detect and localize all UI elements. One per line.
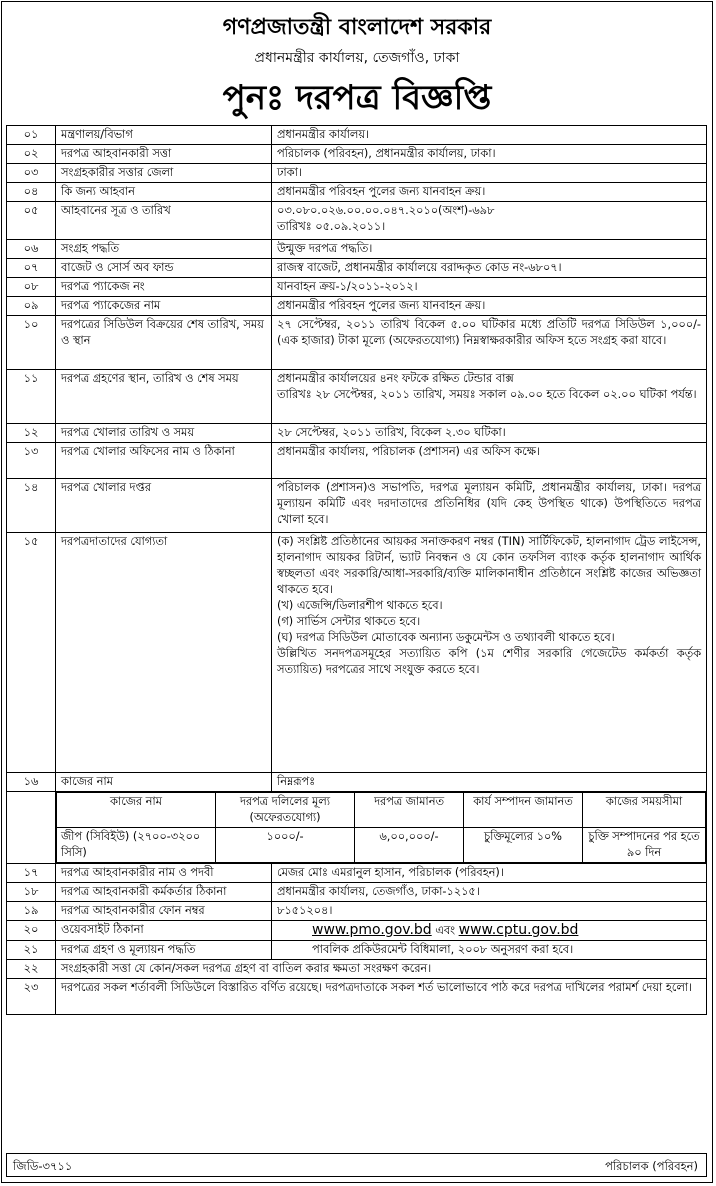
table-row (7, 902, 707, 921)
column-header: কার্য সম্পাদন জামানত (464, 793, 583, 828)
row-label: কাজের নাম (56, 773, 272, 792)
table-row (7, 979, 707, 1015)
row-label: দরপত্র খোলার অফিসের নাম ও ঠিকানা (56, 443, 272, 479)
row-number: ০৬ (7, 240, 56, 259)
signatory: পরিচালক (পরিবহন) (605, 1159, 698, 1173)
table-row (7, 183, 707, 202)
row-value: নিম্নরূপঃ (272, 773, 707, 792)
row-label: দরপত্র খোলার দপ্তর (56, 479, 272, 533)
column-header: দরপত্র দলিলের মূল্য (অফেরতযোগ্য) (216, 793, 355, 828)
row-number: ১২ (7, 424, 56, 443)
table-row (7, 864, 707, 883)
row-value: পাবলিক প্রকিউরমেন্ট বিধিমালা, ২০০৮ অনুসরণ করা হবে। (272, 941, 707, 960)
work-table-header (57, 793, 706, 828)
time-limit-cell: চুক্তি সম্পাদনের পর হতে ৯০ দিন (583, 828, 706, 863)
row-value: উন্মুক্ত দরপত্র পদ্ধতি। (272, 240, 707, 259)
row-number: ০৯ (7, 297, 56, 316)
row-label: দরপত্র আহবানকারীর নাম ও পদবী (56, 864, 272, 883)
row-number: ২০ (7, 921, 56, 941)
row-number: ০৮ (7, 278, 56, 297)
row-number: ০৫ (7, 202, 56, 240)
reference-number: ০৩.০৮০.০২৬.০০.০০.০৪৭.২০১০(অংশ)-৬৯৮ (277, 204, 495, 217)
row-value: মেজর মোঃ এমরানুল হাসান, পরিচালক (পরিবহন)। (272, 864, 707, 883)
row-number: ১৭ (7, 864, 56, 883)
eligibility-item: (ঘ) দরপত্র সিডিউল মোতাবেক অন্যান্য ডকুমেন্টস ও তথ্যাবলী থাকতে হবে। (277, 631, 615, 644)
row-label: আহবানের সূত্র ও তারিখ (56, 202, 272, 240)
row-number: ১১ (7, 370, 56, 424)
row-label: দরপত্র আহবানকারীর ফোন নম্বর (56, 902, 272, 921)
tender-security-cell: ৬,০০,০০০/- (355, 828, 464, 863)
row-number: ১৯ (7, 902, 56, 921)
row-value: পরিচালক (পরিবহন), প্রধানমন্ত্রীর কার্যালয়, ঢাকা। (272, 145, 707, 164)
row-number: ১৪ (7, 479, 56, 533)
eligibility-item: (গ) সার্ভিস সেন্টার থাকতে হবে। (277, 615, 421, 628)
row-label: দরপত্র গ্রহণ ও মূল্যায়ন পদ্ধতি (56, 941, 272, 960)
table-row (7, 145, 707, 164)
table-row (7, 316, 707, 370)
row-label: দরপত্র গ্রহণের স্থান, তারিখ ও শেষ সময় (56, 370, 272, 424)
table-row (7, 773, 707, 792)
row-value: প্রধানমন্ত্রীর পরিবহন পুলের জন্য যানবাহন ক্রয়। (272, 297, 707, 316)
table-row (7, 370, 707, 424)
notice-title: পুনঃ দরপত্র বিজ্ঞপ্তি (222, 78, 492, 118)
row-number: ২১ (7, 941, 56, 960)
table-row (7, 259, 707, 278)
table-row (7, 202, 707, 240)
table-row (7, 443, 707, 479)
row-value: পরিচালক (প্রশাসন)ও সভাপতি, দরপত্র মূল্যায়ন কমিটি, প্রধানমন্ত্রীর কার্যালয়, ঢাকা। দরপত্র মূল্যায়ন কমিটি এবং দরদাতাদের প্রতিনিধির (যদি কেহ উপস্থিত থাকে) উপস্থিতিতে দরপত্র খোলা হবে। (272, 479, 707, 533)
eligibility-item: (খ) এজেন্সি/ডিলারশীপ থাকতে হবে। (277, 599, 443, 612)
table-row (7, 960, 707, 979)
notice-footer (6, 1153, 707, 1177)
row-label: সংগ্রহকারীর সত্তার জেলা (56, 164, 272, 183)
eligibility-list (272, 533, 707, 773)
row-value: প্রধানমন্ত্রীর কার্যালয়, পরিচালক (প্রশাসন) এর অফিস কক্ষে। (272, 443, 707, 479)
row-value: সংগ্রহকারী সত্তা যে কোন/সকল দরপত্র গ্রহণ বা বাতিল করার ক্ষমতা সংরক্ষণ করেন। (56, 960, 707, 979)
work-table-data-row (57, 828, 706, 863)
row-number: ১৮ (7, 883, 56, 902)
work-table-wrapper (56, 792, 707, 864)
column-header: দরপত্র জামানত (355, 793, 464, 828)
document-price-cell: ১০০০/- (216, 828, 355, 863)
column-header: কাজের সময়সীমা (583, 793, 706, 828)
row-number: ০৪ (7, 183, 56, 202)
row-label: সংগ্রহ পদ্ধতি (56, 240, 272, 259)
row-label: দরপত্র প্যাকেজের নাম (56, 297, 272, 316)
table-row (7, 164, 707, 183)
tender-box-location: প্রধানমন্ত্রীর কার্যালয়ের ৪নং ফটকে রক্ষিত টেন্ডার বাক্স (277, 372, 514, 385)
row-number: ০১ (7, 126, 56, 145)
reference-date: তারিখঃ ০৫.০৯.২০১১। (277, 220, 386, 233)
and-text: এবং (435, 924, 456, 937)
row-number: ০৩ (7, 164, 56, 183)
column-header: কাজের নাম (57, 793, 216, 828)
table-row (7, 533, 707, 773)
blank-cell (7, 792, 56, 864)
row-value: ৮১৫১২০৪। (272, 902, 707, 921)
row-value (272, 202, 707, 240)
row-label: মন্ত্রণালয়/বিভাগ (56, 126, 272, 145)
row-label: দরপত্র খোলার তারিখ ও সময় (56, 424, 272, 443)
office-address: প্রধানমন্ত্রীর কার্যালয়, তেজগাঁও, ঢাকা (254, 50, 460, 66)
table-row (7, 921, 707, 941)
table-row (7, 479, 707, 533)
row-number: ১৬ (7, 773, 56, 792)
performance-security-cell: চুক্তিমূল্যের ১০% (464, 828, 583, 863)
row-value: প্রধানমন্ত্রীর পরিবহন পুলের জন্য যানবাহন ক্রয়। (272, 183, 707, 202)
row-label: ওয়েবসাইট ঠিকানা (56, 921, 272, 941)
row-number: ০৭ (7, 259, 56, 278)
row-value: প্রধানমন্ত্রীর কার্যালয়। (272, 126, 707, 145)
table-row (7, 941, 707, 960)
table-row (7, 240, 707, 259)
work-name-cell: জীপ (সিবিইউ) (২৭০০-৩২০০ সিসি) (57, 828, 216, 863)
eligibility-item: (ক) সংশ্লিষ্ট প্রতিষ্ঠানের আয়কর সনাক্তকরণ নম্বর (TIN) সার্টিফিকেট, হালনাগাদ ট্রেড লাইসেন্স, হালনাগাদ আয়কর রিটার্ন, ভ্যাট নিবন্ধন ও যে কোন তফসিল ব্যাংক কর্তৃক হালনাগাদ আর্থিক স্বচ্ছলতা এবং সরকারি/আধা-সরকারি/ব্যক্তি মালিকানাধীন প্রতিষ্ঠানে সংশ্লিষ্ট কাজের অভিজ্ঞতা থাকতে হবে। (277, 535, 701, 596)
row-value: প্রধানমন্ত্রীর কার্যালয়, তেজগাঁও, ঢাকা-১২১৫। (272, 883, 707, 902)
website-cell (272, 921, 707, 941)
table-row (7, 424, 707, 443)
row-number: ১৩ (7, 443, 56, 479)
gd-number: জিডি-৩৭১১ (13, 1159, 73, 1173)
table-row (7, 278, 707, 297)
government-title: গণপ্রজাতন্ত্রী বাংলাদেশ সরকার (222, 15, 492, 40)
row-number: ১৫ (7, 533, 56, 773)
row-value: যানবাহন ক্রয়-১/২০১১-২০১২। (272, 278, 707, 297)
eligibility-item: উল্লিখিত সনদপত্রসমূহের সত্যায়িত কপি (১ম শেণীর সরকারি গেজেটেড কর্মকর্তা কর্তৃক সত্যায়িত) দরপত্রের সাথে সংযুক্ত করতে হবে। (277, 647, 701, 676)
row-label: দরপত্র প্যাকেজ নং (56, 278, 272, 297)
row-label: কি জন্য আহবান (56, 183, 272, 202)
row-number: ১০ (7, 316, 56, 370)
pmo-website-link[interactable]: www.pmo.gov.bd (312, 922, 432, 938)
row-value: ২৭ সেপ্টেম্বর, ২০১১ তারিখ বিকেল ৫.০০ ঘটিকার মধ্যে প্রতিটি দরপত্র সিডিউল ১,০০০/- (এক হাজার) টাকা মূল্যে (অফেরতযোগ্য) নিম্নস্বাক্ষরকারীর অফিস হতে সংগ্রহ করা যাবে। (272, 316, 707, 370)
row-value: ঢাকা। (272, 164, 707, 183)
work-table-row (7, 792, 707, 864)
row-number: ০২ (7, 145, 56, 164)
row-label: দরপত্রদাতাদের যোগ্যতা (56, 533, 272, 773)
table-row (7, 297, 707, 316)
row-value: রাজস্ব বাজেট, প্রধানমন্ত্রীর কার্যালয়ে বরাদ্দকৃত কোড নং-৬৮০৭। (272, 259, 707, 278)
table-row (7, 126, 707, 145)
cptu-website-link[interactable]: www.cptu.gov.bd (458, 922, 579, 938)
table-row (7, 883, 707, 902)
work-table (56, 792, 706, 863)
row-number: ২২ (7, 960, 56, 979)
row-label: দরপত্র আহবানকারী কর্মকর্তার ঠিকানা (56, 883, 272, 902)
row-value: ২৮ সেপ্টেম্বর, ২০১১ তারিখ, বিকেল ২.৩০ ঘটিকা। (272, 424, 707, 443)
tender-details-table (6, 125, 707, 1015)
row-label: বাজেট ও সোর্স অব ফান্ড (56, 259, 272, 278)
row-value (272, 370, 707, 424)
row-value: দরপত্রের সকল শর্তাবলী সিডিউলে বিস্তারিত বর্ণিত রয়েছে। দরপত্রদাতাকে সকল শর্ত ভালোভাবে পাঠ করে দরপত্র দাখিলের পরামর্শ দেয়া হলো। (56, 979, 707, 1015)
submission-time: তারিখঃ ২৮ সেপ্টেম্বর, ২০১১ তারিখ, সময়ঃ সকাল ০৯.০০ হতে বিকেল ০২.০০ ঘটিকা পর্যন্ত। (277, 388, 697, 401)
row-number: ২৩ (7, 979, 56, 1015)
row-label: দরপত্র আহবানকারী সত্তা (56, 145, 272, 164)
row-label: দরপত্রের সিডিউল বিক্রয়ের শেষ তারিখ, সময় ও স্থান (56, 316, 272, 370)
